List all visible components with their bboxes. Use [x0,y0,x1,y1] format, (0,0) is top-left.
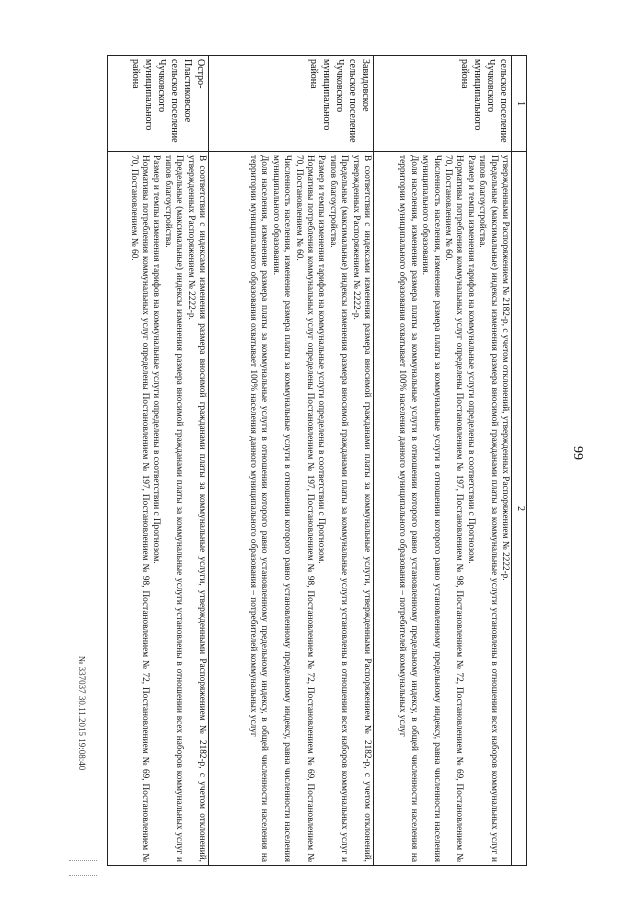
description-paragraph: Нормативы потребления коммунальных услуг определены Постановлением № 197, Постановлением № 98, Постановлением № 72, Постановлением № 69, Постановлением № 70, Постановлением № 60. [293,155,315,862]
description-paragraph: Предельные (максимальные) индексы изменения размера вносимой гражданами платы за коммунальные услуги установлены в отношении всех наборов коммунальных услуг и типов благоустройства. [162,155,185,862]
municipality-name-line: муниципального [321,59,332,131]
description-cell [108,152,209,866]
description-cell [374,152,512,866]
municipality-name-line: сельское поселение [347,59,358,143]
municipality-name-line: Завидовское [360,59,371,112]
description-paragraph: Численность населения, изменение размера платы за коммунальные услуги в отношении которого равно установленному предельному индексу, равна численности населения муниципального образования. [420,155,442,862]
municipality-name-line: района [130,59,141,89]
description-paragraph: В соответствии с индексами изменения размера вносимой гражданами платы за коммунальные услуги, утвержденными Распоряжением № 2182-р, с учетом отклонений, утвержденных Распоряжением № 2222-р. [350,155,372,862]
description-paragraph: Размер и темпы изменения тарифов на коммунальные услуги определены в соответствии с Прогнозом. [316,155,327,564]
description-paragraph: утвержденными Распоряжением № 2182-р, с учетом отклонений, утвержденных Распоряжением № 2222-р. [500,155,510,581]
description-paragraph: Размер и темпы изменения тарифов на коммунальные услуги определены в соответствии с Прогнозом. [465,155,476,564]
description-paragraph: Предельные (максимальные) индексы изменения размера вносимой гражданами платы за коммунальные услуги установлены в отношении всех наборов коммунальных услуг и типов благоустройства. [327,155,350,862]
municipality-name-line: сельское поселение [498,59,509,143]
page-number: 99 [570,446,585,460]
stamp-mark [69,860,97,876]
municipality-name-line: Чучковского [485,59,496,113]
municipality-name-line: муниципального [143,59,154,131]
description-paragraph: Нормативы потребления коммунальных услуг определены Постановлением № 197, Постановлением № 98, Постановлением № 72, Постановлением № 69, Постановлением № 70, Постановлением № 60. [442,155,465,862]
municipality-name-line: сельское поселение [169,59,180,143]
table-header-row [512,56,527,866]
municipality-name-line: Пластиковское [182,59,193,123]
municipality-name-line: района [459,59,470,89]
municipality-name-line: района [308,59,319,89]
document-footer-stamp: № 337037 30.11.2015 19:08:40 [77,655,87,771]
column-header: 1 [512,56,527,152]
municipality-name-line: Остро- [195,59,206,89]
municipality-cell [374,56,512,152]
description-cell [209,152,374,866]
description-paragraph: Нормативы потребления коммунальных услуг определены Постановлением № 197, Постановлением № 98, Постановлением № 72, Постановлением № 69, Постановлением № 70, Постановлением № 60. [128,155,150,862]
description-paragraph: Предельные (максимальные) индексы изменения размера вносимой гражданами платы за коммунальные услуги установлены в отношении всех наборов коммунальных услуг и типов благоустройства. [477,155,499,862]
municipality-name-line: муниципального [472,59,483,131]
description-paragraph: В соответствии с индексами изменения размера вносимой гражданами платы за коммунальные услуги, утвержденными Распоряжением № 2182-р, с учетом отклонений, утвержденных Распоряжением № 2222-р. [185,155,207,862]
description-paragraph: Размер и темпы изменения тарифов на коммунальные услуги определены в соответствии с Прогнозом. [151,155,162,564]
municipality-name-line: Чучковского [334,59,345,113]
municipality-cell [209,56,374,152]
description-paragraph: Доля населения, изменение размера платы за коммунальные услуги в отношении которого равно установленному предельному индексу, в общей численности населения на территории муниципального образования охватывает 100% населения данного муниципального образования – потребителей коммунальных услуг [247,155,270,862]
table-row [374,56,512,866]
column-header: 2 [512,152,527,866]
table-row [209,56,374,866]
description-paragraph: Численность населения, изменение размера платы за коммунальные услуги в отношении которого равно установленному предельному индексу, равна численности населения муниципального образования. [270,155,293,862]
table-row [108,56,209,866]
rotated-table-container [107,55,527,865]
municipality-name-line: Чучковского [156,59,167,113]
description-paragraph: Доля населения, изменение размера платы за коммунальные услуги в отношении которого равно установленному предельному индексу, в общей численности населения на территории муниципального образования охватывает 100% населения данного муниципального образования – потребителей коммунальных услуг [397,155,419,862]
municipality-cell [108,56,209,152]
tariff-table [107,55,527,866]
